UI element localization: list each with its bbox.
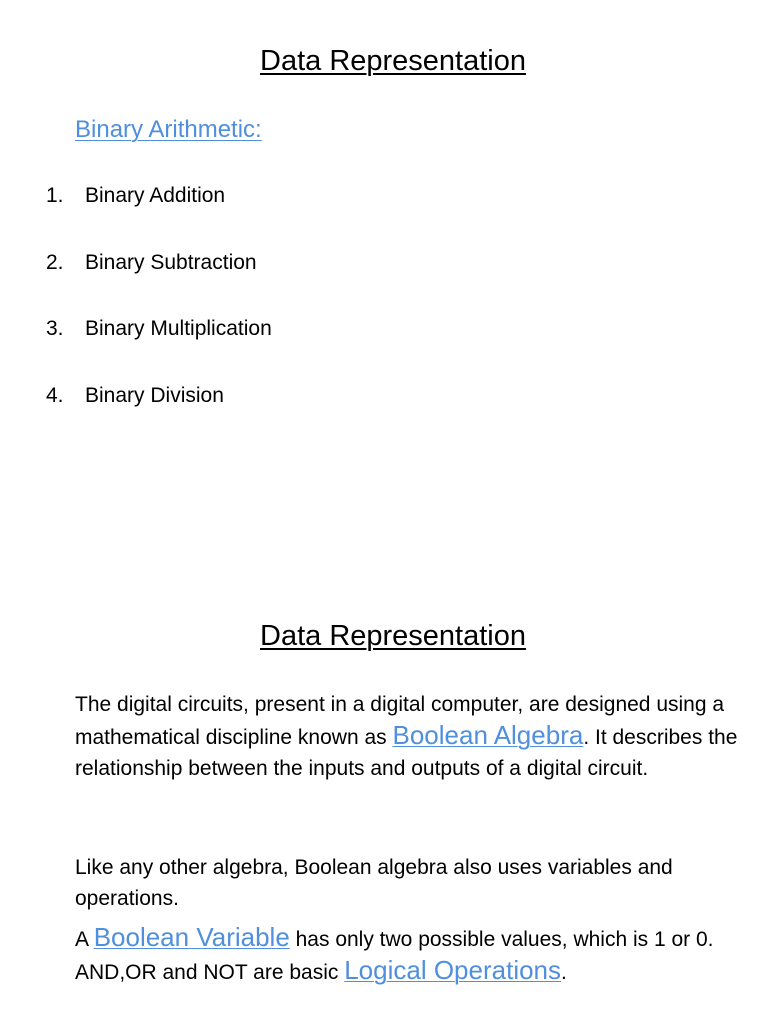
- section-heading-link[interactable]: Binary Arithmetic:: [75, 116, 262, 143]
- list-item-text: Binary Addition: [85, 184, 226, 207]
- paragraph-text: . It describes the relationship between the inputs and outputs of a digital circuit.: [75, 726, 738, 780]
- list-item-text: Binary Division: [85, 383, 224, 407]
- paragraph-text: .: [561, 961, 567, 984]
- list-number: 2.: [46, 250, 64, 274]
- list-item-text: Binary Subtraction: [85, 250, 257, 274]
- list-item-text: Binary Multiplication: [85, 317, 272, 340]
- slide-boolean-algebra: [0, 576, 768, 1024]
- slide-title: Data Representation: [260, 45, 526, 77]
- paragraph-text: The digital circuits, present in a digital computer, are designed using a mathematical discipline known as: [75, 693, 725, 749]
- list-number: 3.: [46, 317, 64, 340]
- list-number: 4.: [46, 383, 64, 407]
- boolean-variable-link[interactable]: Boolean Variable: [93, 922, 290, 952]
- boolean-algebra-link[interactable]: Boolean Algebra: [392, 720, 584, 750]
- paragraph-boolean-algebra: [75, 689, 745, 784]
- logical-operations-link[interactable]: Logical Operations: [344, 955, 562, 985]
- paragraph-boolean-variable: [75, 922, 745, 988]
- paragraph-text: A: [75, 928, 94, 951]
- paragraph-text: has only two possible values, which is 1 or 0. AND,OR and NOT are basic: [75, 928, 714, 984]
- slide-title: Data Representation: [260, 620, 526, 652]
- paragraph-text: Like any other algebra, Boolean algebra also uses variables and operations.: [75, 856, 673, 910]
- paragraph-variables: [75, 852, 745, 914]
- list-number: 1.: [46, 184, 64, 207]
